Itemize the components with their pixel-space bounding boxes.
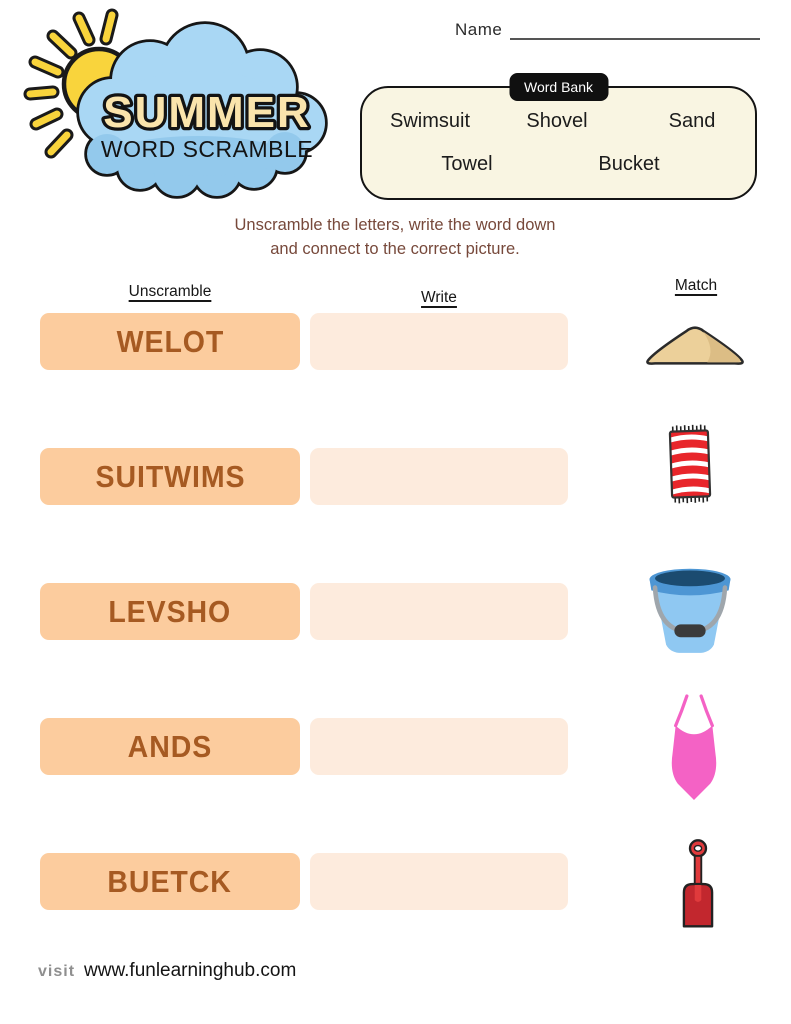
scramble-box-row5 <box>40 853 300 910</box>
scrambled-word: SUITWIMS <box>95 458 245 494</box>
column-header-unscramble: Unscramble <box>128 283 212 300</box>
column-header-match: Match <box>674 277 718 294</box>
write-box-row2[interactable] <box>310 448 568 505</box>
scramble-box-row1 <box>40 313 300 370</box>
word-bank-word-shovel: Shovel <box>526 110 588 132</box>
instructions-line2: and connect to the correct picture. <box>270 239 520 258</box>
word-bank-word-bucket: Bucket <box>598 153 660 175</box>
logo-title: SUMMER <box>103 88 311 137</box>
instructions-line1: Unscramble the letters, write the word down <box>234 216 556 234</box>
bucket-image[interactable] <box>644 564 736 659</box>
write-box-row5[interactable] <box>310 853 568 910</box>
sand-pile-image[interactable] <box>644 318 746 368</box>
website-link[interactable]: www.funlearninghub.com <box>84 960 297 981</box>
word-bank-title: Word Bank <box>509 73 608 101</box>
name-label: Name <box>455 20 503 39</box>
scrambled-word: BUETCK <box>107 863 233 899</box>
word-bank-word-sand: Sand <box>668 110 716 132</box>
word-bank <box>360 79 757 200</box>
word-bank-word-swimsuit: Swimsuit <box>389 110 471 132</box>
name-input-line[interactable] <box>510 20 760 40</box>
scrambled-word: ANDS <box>127 728 213 764</box>
column-header-write: Write <box>421 289 457 306</box>
write-box-row4[interactable] <box>310 718 568 775</box>
scramble-box-row3 <box>40 583 300 640</box>
scrambled-word: WELOT <box>116 323 224 359</box>
write-box-row1[interactable] <box>310 313 568 370</box>
scramble-box-row2 <box>40 448 300 505</box>
scrambled-word: LEVSHO <box>108 593 232 629</box>
word-bank-word-towel: Towel <box>441 153 493 175</box>
instructions <box>95 214 695 262</box>
toy-shovel-image[interactable] <box>676 838 720 932</box>
visit-label: visit <box>38 963 76 980</box>
logo-subtitle: WORD SCRAMBLE <box>100 136 314 162</box>
swimsuit-image[interactable] <box>662 694 726 802</box>
striped-towel-image[interactable] <box>665 424 715 504</box>
write-box-row3[interactable] <box>310 583 568 640</box>
footer <box>38 960 296 982</box>
summer-logo <box>22 4 347 206</box>
name-row <box>455 20 760 40</box>
scramble-box-row4 <box>40 718 300 775</box>
